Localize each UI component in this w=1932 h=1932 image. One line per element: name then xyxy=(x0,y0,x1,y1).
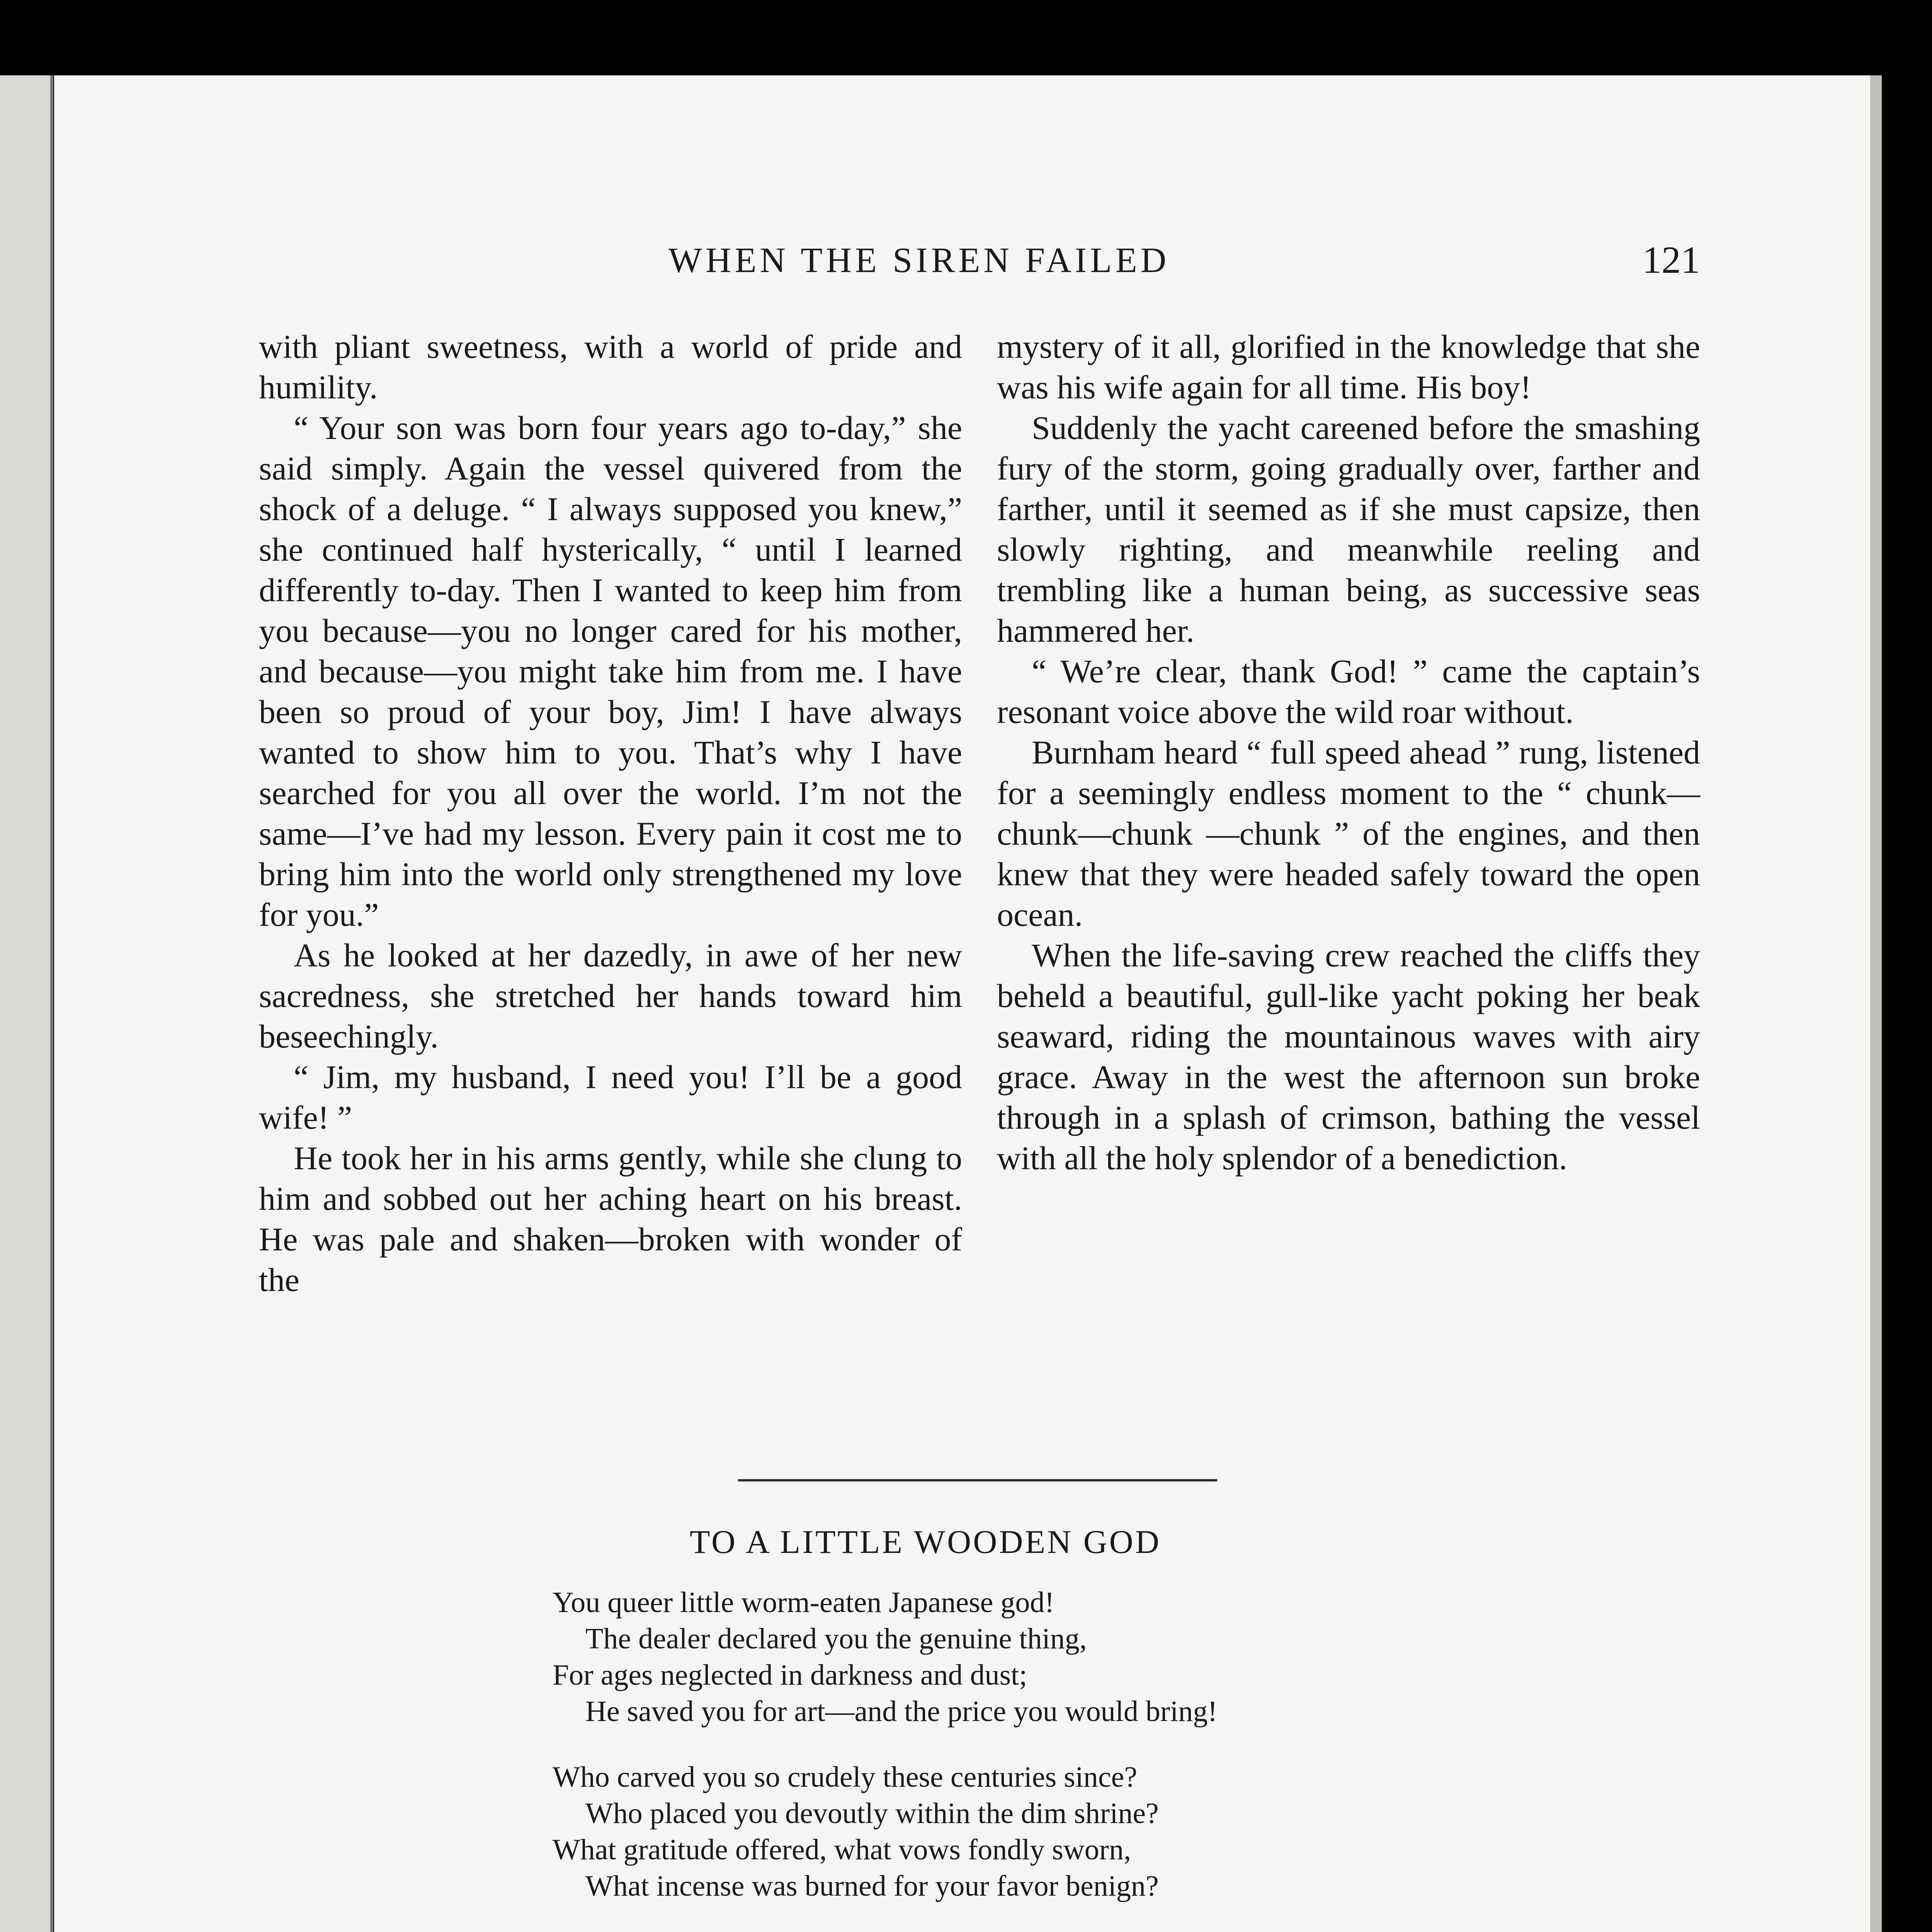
section-divider xyxy=(738,1479,1217,1481)
paragraph: with pliant sweetness, with a world of pride and humility. xyxy=(259,328,962,406)
paragraph: As he looked at her dazedly, in awe of her new sacredness, she stretched her hands toward him beseechingly. xyxy=(259,937,962,1055)
poem-line: The dealer declared you the genuine thing, xyxy=(585,1622,1087,1655)
story-left-column xyxy=(259,327,962,1300)
facing-page-edge xyxy=(0,75,53,1932)
poem-line: He saved you for art—and the price you would bring! xyxy=(585,1695,1218,1728)
paragraph: He took her in his arms gently, while she clung to him and sobbed out her aching heart on his breast. He was pale and shaken—broken with wonder of the xyxy=(259,1139,962,1298)
stanza xyxy=(553,1759,1565,1904)
poem-line: For ages neglected in darkness and dust; xyxy=(553,1659,1027,1691)
paragraph: Burnham heard “ full speed ahead ” rung, listened for a seemingly endless moment to the “ chunk—chunk—chunk —chunk ” of the engines, and then knew that they were headed safely toward the open ocean. xyxy=(997,734,1700,933)
poem-line: What gratitude offered, what vows fondly sworn, xyxy=(553,1833,1131,1866)
paragraph: mystery of it all, glorified in the knowledge that she was his wife again for all time. His boy! xyxy=(997,328,1700,406)
poem-title: TO A LITTLE WOODEN GOD xyxy=(690,1523,1161,1560)
stanza xyxy=(553,1584,1565,1730)
poem-line: Who placed you devoutly within the dim shrine? xyxy=(585,1797,1159,1830)
story-right-column xyxy=(997,327,1700,1179)
paragraph: When the life-saving crew reached the cliffs they beheld a beautiful, gull-like yacht poking her beak seaward, riding the mountainous waves with airy grace. Away in the west the afternoon sun broke through in a splash of crimson, bathing the vessel with all the holy splendor of a benediction. xyxy=(997,937,1700,1177)
poem-line: What incense was burned for your favor benign? xyxy=(585,1870,1159,1902)
running-title: WHEN THE SIREN FAILED xyxy=(668,240,1170,280)
page-edge-shadow xyxy=(1870,75,1882,1932)
paragraph: “ Jim, my husband, I need you! I’ll be a good wife! ” xyxy=(259,1058,962,1136)
poem-line: Who carved you so crudely these centuries since? xyxy=(553,1761,1138,1793)
poem-line: You queer little worm-eaten Japanese god! xyxy=(553,1586,1054,1619)
poem-body xyxy=(553,1584,1565,1932)
paragraph: Suddenly the yacht careened before the smashing fury of the storm, going gradually over, farther and farther, until it seemed as if she must capsize, then slowly righting, and meanwhile reeling and trembling like a human being, as successive seas hammered her. xyxy=(997,409,1700,649)
paragraph: “ Your son was born four years ago to-day,” she said simply. Again the vessel quivered from the shock of a deluge. “ I always supposed you knew,” she continued half hysterically, “ until I learned differently to-day. Then I wanted to keep him from you because—you no longer cared for his mother, and because—you might take him from me. I have been so proud of your boy, Jim! I have always wanted to show him to you. That’s why I have searched for you all over the world. I’m not the same—I’ve had my lesson. Every pain it cost me to bring him into the world only strengthened my love for you.” xyxy=(259,409,962,933)
paragraph: “ We’re clear, thank God! ” came the captain’s resonant voice above the wild roar without. xyxy=(997,653,1700,730)
page-number: 121 xyxy=(1642,238,1700,281)
